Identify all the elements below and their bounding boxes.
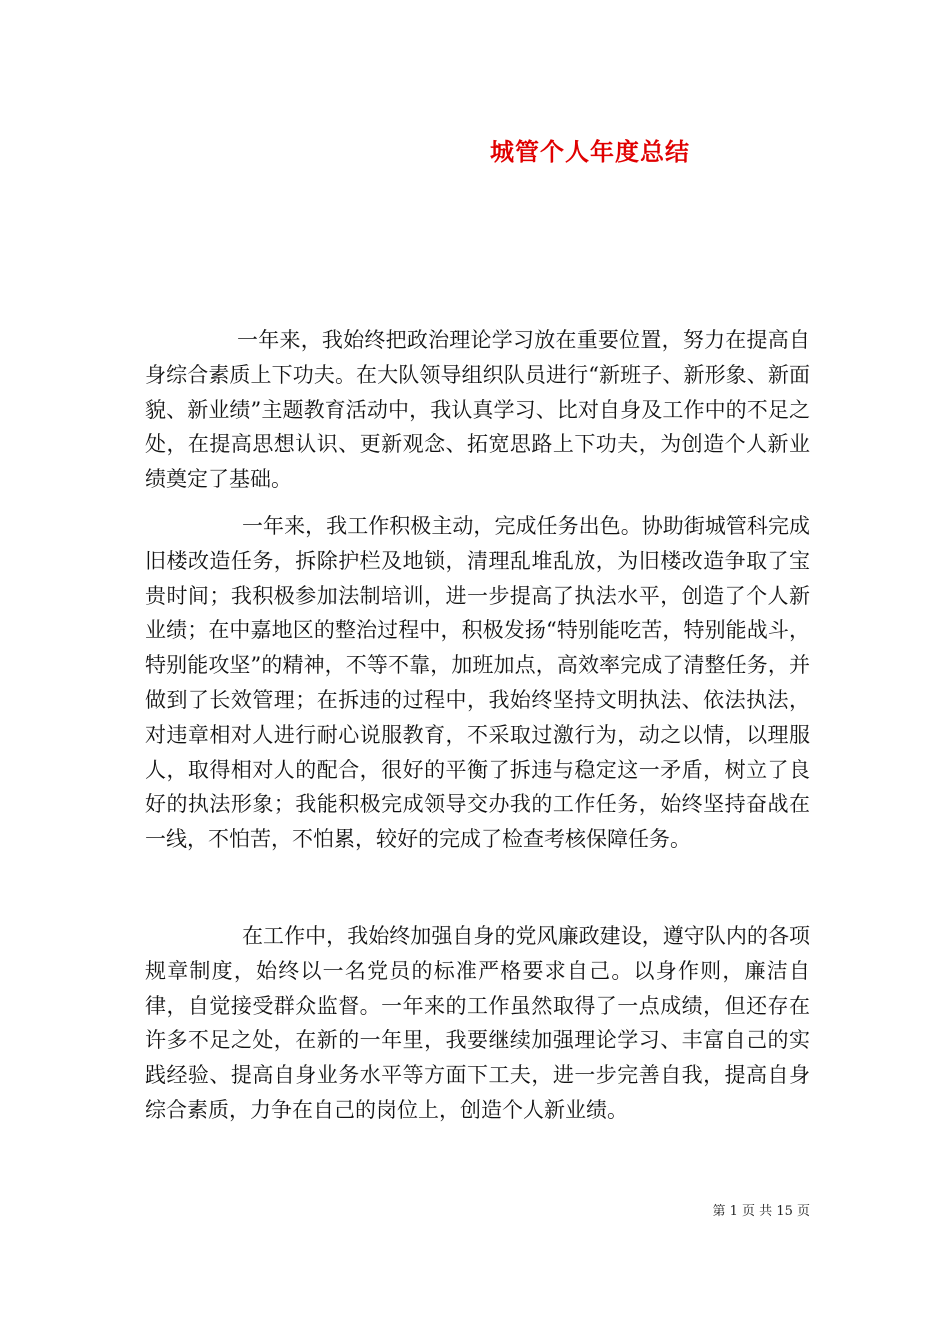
paragraph-2-block: [145, 509, 810, 857]
paragraph-2: 一年来，我工作积极主动，完成任务出色。协助街城管科完成旧楼改造任务，拆除护栏及地锁，清理乱堆乱放，为旧楼改造争取了宝贵时间；我积极参加法制培训，进一步提高了执法水平，创造了个人新业绩；在中嘉地区的整治过程中，积极发扬“特别能吃苦，特别能战斗，特别能攻坚”的精神，不等不靠，加班加点，高效率完成了清整任务，并做到了长效管理；在拆违的过程中，我始终坚持文明执法、依法执法，对违章相对人进行耐心说服教育，不采取过激行为，动之以情，以理服人，取得相对人的配合，很好的平衡了拆违与稳定这一矛盾，树立了良好的执法形象；我能积极完成领导交办我的工作任务，始终坚持奋战在一线，不怕苦，不怕累，较好的完成了检查考核保障任务。: [145, 514, 810, 852]
paragraph-1: 一年来，我始终把政治理论学习放在重要位置，努力在提高自身综合素质上下功夫。在大队领导组织队员进行“新班子、新形象、新面貌、新业绩”主题教育活动中，我认真学习、比对自身及工作中的不足之处，在提高思想认识、更新观念、拓宽思路上下功夫，为创造个人新业绩奠定了基础。: [145, 328, 810, 492]
page-number-footer: 第 1 页 共 15 页: [712, 1204, 810, 1219]
paragraph-1-block: [145, 323, 810, 497]
paragraph-3-block: [145, 919, 810, 1128]
paragraph-3: 在工作中，我始终加强自身的党风廉政建设，遵守队内的各项规章制度，始终以一名党员的标准严格要求自己。以身作则，廉洁自律，自觉接受群众监督。一年来的工作虽然取得了一点成绩，但还存在许多不足之处，在新的一年里，我要继续加强理论学习、丰富自己的实践经验、提高自身业务水平等方面下工夫，进一步完善自我，提高自身综合素质，力争在自己的岗位上，创造个人新业绩。: [145, 924, 810, 1122]
document-title: 城管个人年度总结: [490, 137, 690, 166]
